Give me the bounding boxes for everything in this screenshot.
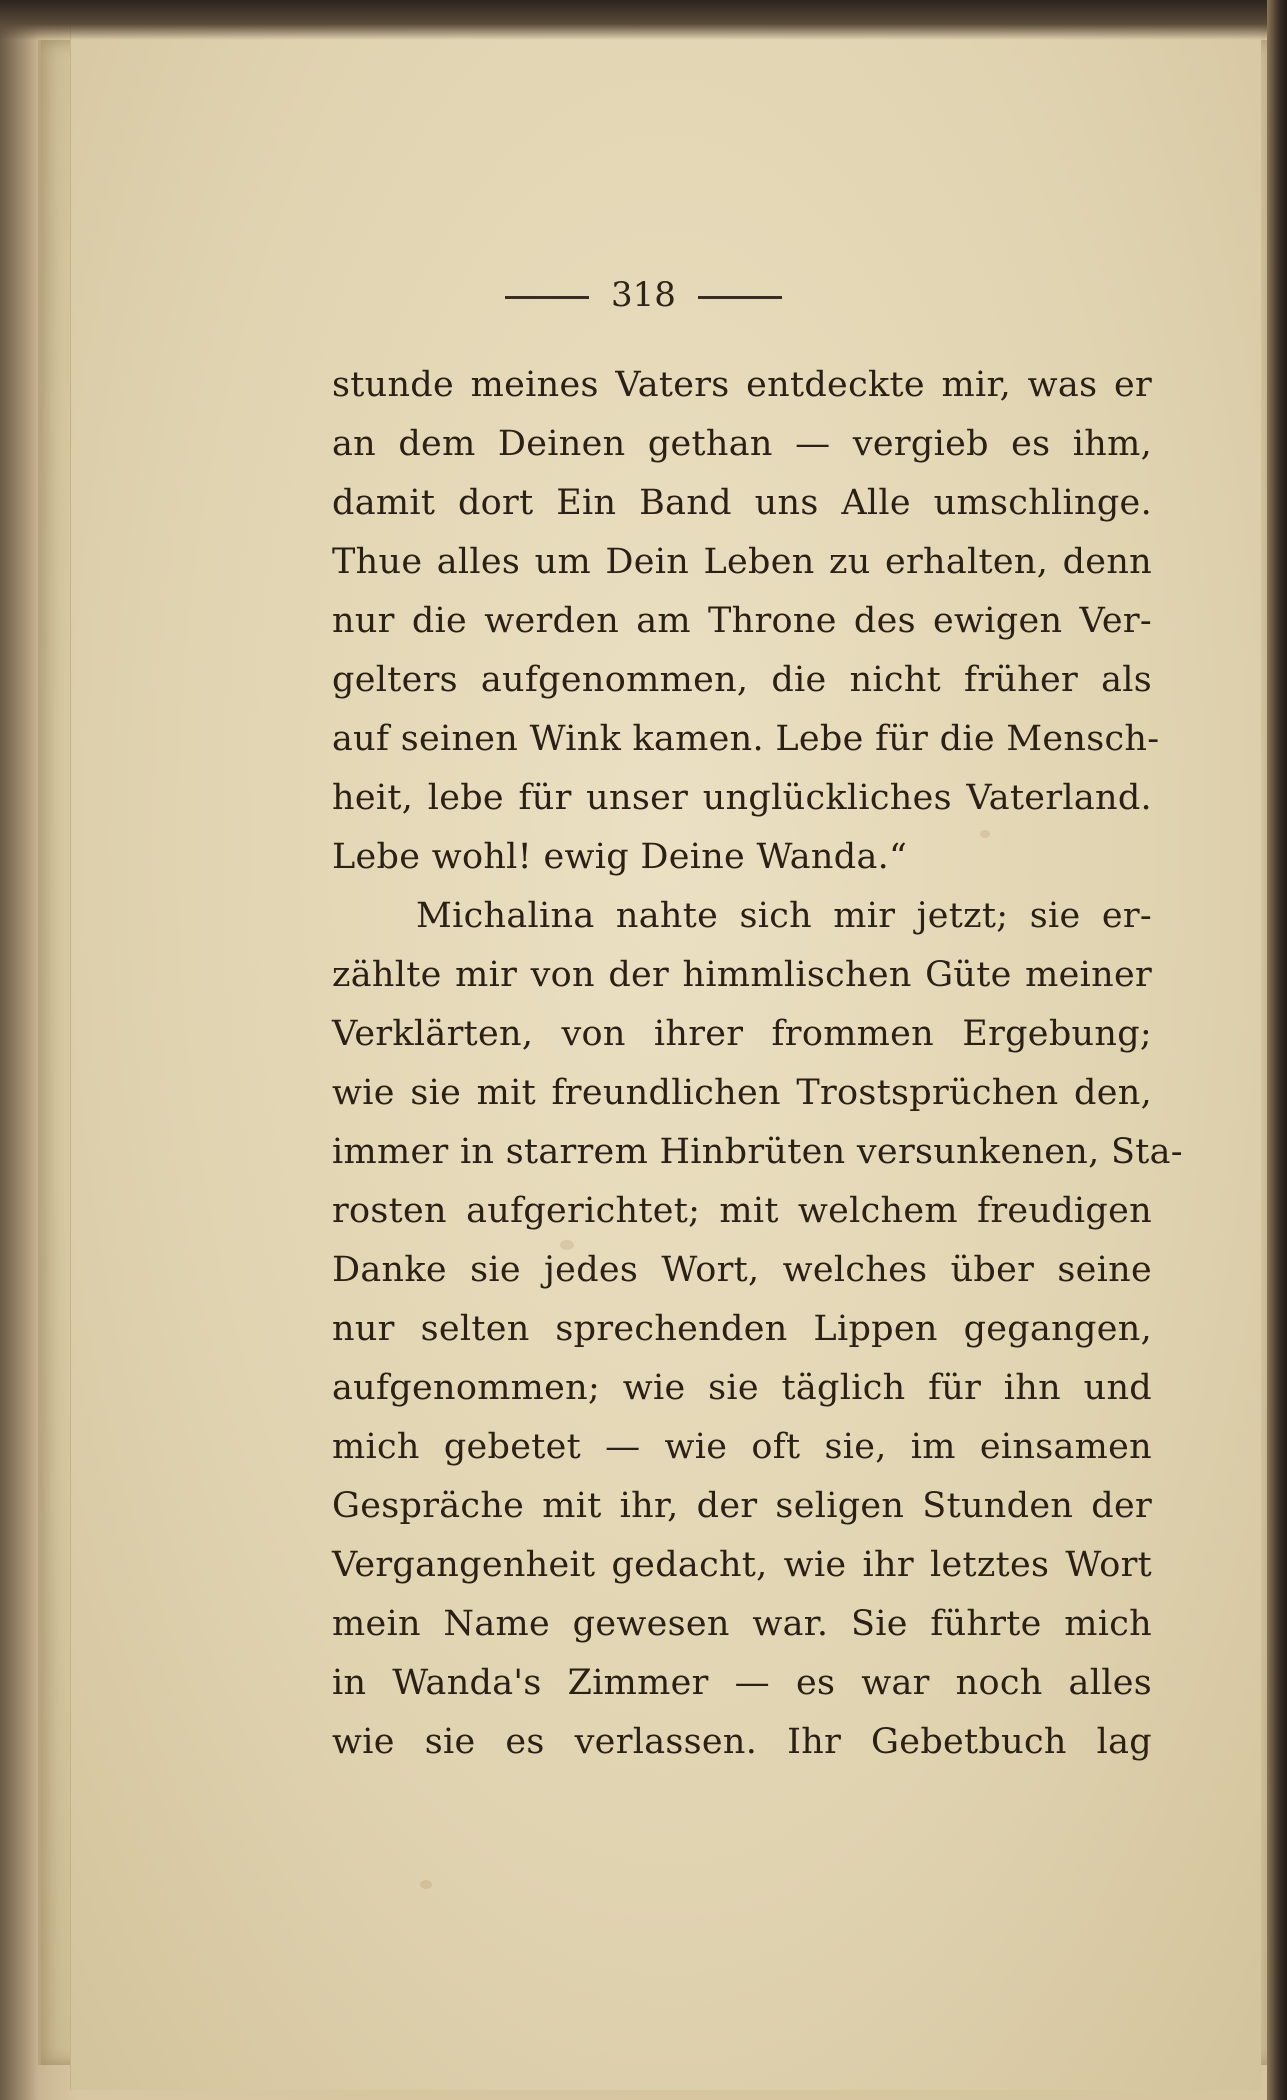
top-shadow [0,0,1287,40]
text-line: Thue alles um Dein Leben zu erhalten, denn [332,542,1152,582]
text-line: nur die werden am Throne des ewigen Ver- [332,601,1152,641]
text-line: Vergangenheit gedacht, wie ihr letztes Wort [332,1545,1152,1585]
text-line: mich gebetet — wie oft sie, im einsamen [332,1427,1152,1467]
text-line: Danke sie jedes Wort, welches über seine [332,1250,1152,1290]
text-line: nur selten sprechenden Lippen gegangen, [332,1309,1152,1349]
text-line: immer in starrem Hinbrüten versunkenen, Sta- [332,1132,1183,1172]
text-line: mein Name gewesen war. Sie führte mich [332,1604,1152,1644]
text-line: stunde meines Vaters entdeckte mir, was er [332,365,1152,405]
text-line: aufgenommen; wie sie täglich für ihn und [332,1368,1152,1408]
foxing-spot [420,1880,432,1889]
text-line: damit dort Ein Band uns Alle umschlinge. [332,483,1152,523]
text-line: gelters aufgenommen, die nicht früher als [332,660,1152,700]
text-line: Verklärten, von ihrer frommen Ergebung; [332,1014,1152,1054]
text-line: an dem Deinen gethan — vergieb es ihm, [332,424,1152,464]
page-number: 318 [611,275,676,315]
text-line: Gespräche mit ihr, der seligen Stunden der [332,1486,1152,1526]
text-line: rosten aufgerichtet; mit welchem freudigen [332,1191,1152,1231]
text-line: heit, lebe für unser unglückliches Vaterland. [332,778,1152,818]
page-header [0,275,1287,315]
text-line: wie sie mit freundlichen Trostsprüchen den, [332,1073,1152,1113]
text-line: in Wanda's Zimmer — es war noch alles [332,1663,1152,1703]
header-dash-right [698,296,782,299]
text-line: Lebe wohl! ewig Deine Wanda.“ [332,837,908,877]
header-dash-left [505,296,589,299]
text-line: zählte mir von der himmlischen Güte meiner [332,955,1152,995]
right-binding-edge [1267,0,1287,2100]
text-line: wie sie es verlassen. Ihr Gebetbuch lag [332,1722,1152,1762]
text-line: Michalina nahte sich mir jetzt; sie er- [416,896,1152,936]
text-line: auf seinen Wink kamen. Lebe für die Mensch- [332,719,1160,759]
body-text [332,356,1183,1772]
